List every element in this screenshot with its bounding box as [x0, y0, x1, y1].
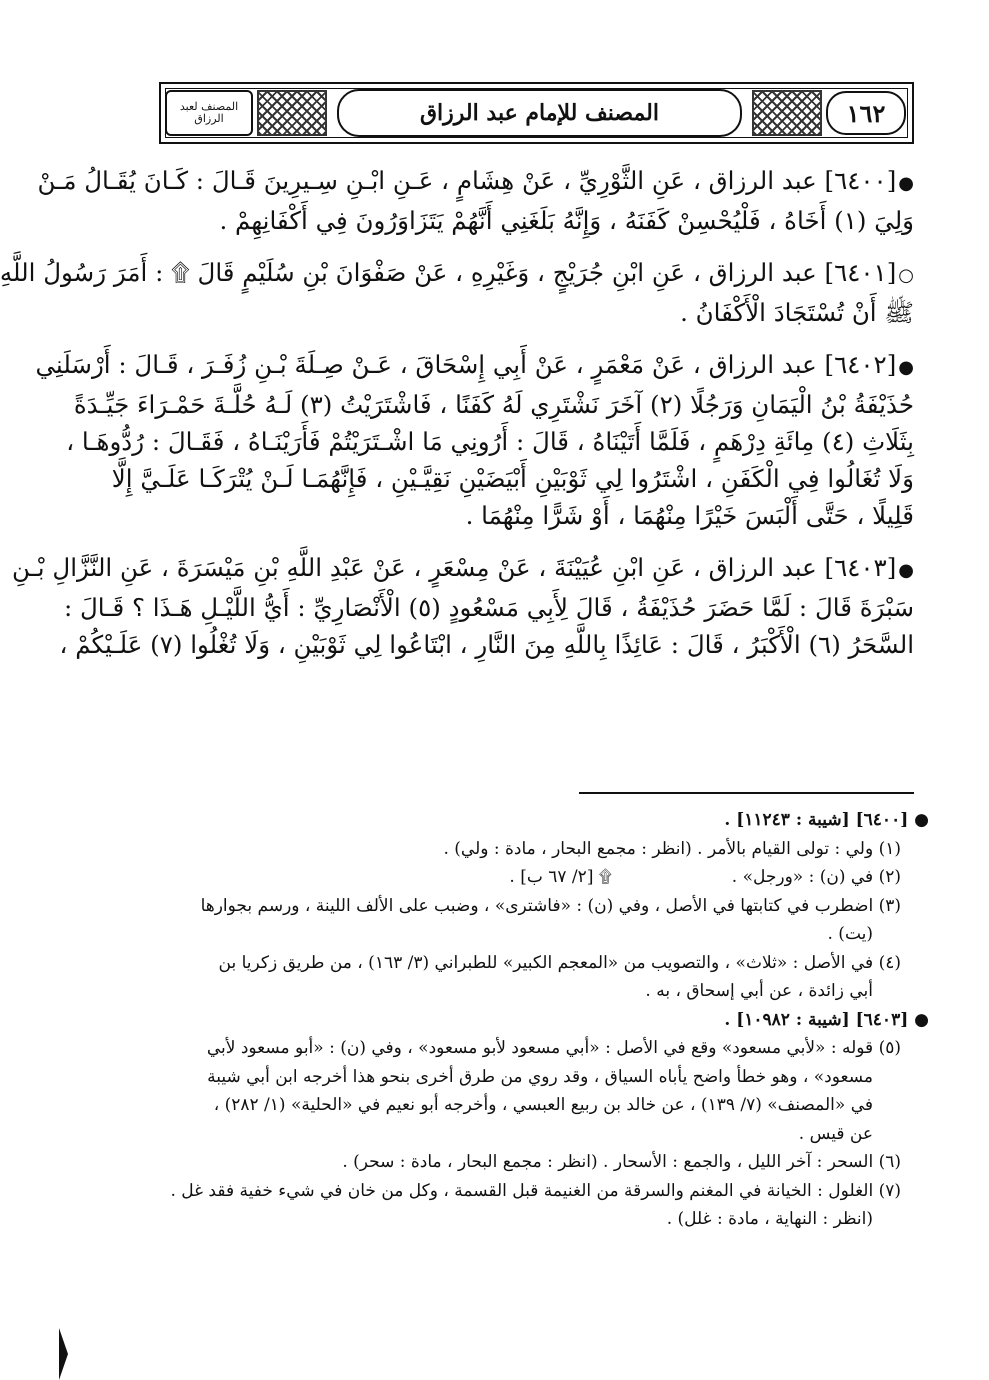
footnote-separator [579, 792, 914, 794]
bullet-filled: ● [898, 173, 914, 194]
text-line: ○[٦٤٠١] عبد الرزاق ، عَنِ ابْنِ جُرَيْجٍ ، وَغَيْرِهِ ، عَنْ صَفْوَانَ بْنِ سُلَيْمٍ قَالَ ۩ : أَمَرَ رَسُولُ اللَّهِ [0, 258, 914, 287]
footnote-7-cont: (انظر : النهاية ، مادة : غلل) . [666, 1209, 873, 1229]
text-line: وَلِيَ (١) أَخَاهُ ، فَلْيُحْسِنْ كَفَنَهُ ، وَإِنَّهُ بَلَغَنِي أَنَّهُمْ يَتَزَاوَرُونَ فِي أَكْفَانِهِمْ . [219, 206, 914, 235]
footnote-4-cont: أبي زائدة ، عن أبي إسحاق ، به . [645, 981, 873, 1001]
title-cartouche [337, 89, 742, 137]
text-line: حُذَيْفَةُ بْنُ الْيَمَانِ وَرَجُلًا (٢) آخَرَ نَشْتَرِي لَهُ كَفَنًا ، فَاشْتَرَيْتُ (٣) لَـهُ حُلَّـةَ حَمْـرَاءَ جَيِّـدَةً [73, 390, 914, 419]
footnote-6: (٦) السحر : آخر الليل ، والجمع : الأسحار . (انظر : مجمع البحار ، مادة : سحر) . [342, 1152, 901, 1172]
text-line: قَلِيلًا ، حَتَّى أَلْبَسَ خَيْرًا مِنْهُمَا ، أَوْ شَرًّا مِنْهُمَا . [465, 501, 914, 530]
ornament-right [752, 90, 822, 136]
book-title: المصنف للإمام عبد الرزاق [419, 100, 659, 126]
page-number: ١٦٢ [826, 91, 906, 135]
footnote-2: (٢) في (ن) : «ورجل» . [731, 867, 901, 887]
hadith-6402 [35, 346, 914, 534]
footnote-7: (٧) الغلول : الخيانة في المغنم والسرقة من الغنيمة قبل القسمة ، وكل من خان في شيء خفية فقد غل . [170, 1180, 901, 1201]
source-ref-6400: ● [٦٤٠٠] [شيبة : ١١٢٤٣] . [724, 810, 929, 830]
text-line: ●[٦٤٠٢] عبد الرزاق ، عَنْ مَعْمَرٍ ، عَنْ أَبِي إِسْحَاقَ ، عَـنْ صِـلَةَ بْـنِ زُفَـرَ ، قَـالَ : أَرْسَلَنِي [35, 350, 914, 379]
footnote-5-cont: مسعود» ، وهو خطأ واضح يأباه السياق ، وقد روي من طرق أخرى بنحو هذا أخرجه ابن أبي شيبة [207, 1066, 873, 1087]
footnote-5: (٥) قوله : «لأبي مسعود» وقع في الأصل : «أبي مسعود لأبو مسعود» ، وفي (ن) : «أبو مسعود لأبي [206, 1038, 901, 1058]
text-line: ﷺ أَنْ تُسْتَجَادَ الْأَكْفَانُ . [680, 298, 914, 327]
text-line: وَلَا تُغَالُوا فِي الْكَفَنِ ، اشْتَرُوا لِي ثَوْبَيْنِ أَبْيَضَيْنِ نَقِيَّـيْنِ ، فَإِنَّهُمَـا لَـنْ يُتْرَكَـا عَلَـيَّ إِلَّا [111, 464, 914, 493]
seal-text: المصنف لعبد الرزاق [179, 100, 239, 125]
text-line: ●[٦٤٠٠] عبد الرزاق ، عَنِ الثَّوْرِيِّ ، عَنْ هِشَامٍ ، عَـنِ ابْـنِ سِـيرِينَ قَـالَ : كَـانَ يُقَـالُ مَـنْ [37, 166, 914, 195]
text-line: بِثَلَاثِ (٤) مِائَةِ دِرْهَمٍ ، فَلَمَّا أَتَيْنَاهُ ، قَالَ : أَرُونِي مَا اشْـتَرَيْتُمْ فَأَرَيْنَـاهُ ، فَقَـالَ : رُدُّوهَـا ، [66, 427, 914, 456]
hadith-6400 [37, 162, 914, 239]
folio-ref: ۩ [٢/ ٦٧ ب] . [509, 867, 612, 887]
text-line: ●[٦٤٠٣] عبد الرزاق ، عَنِ ابْنِ عُيَيْنَةَ ، عَنْ مِسْعَرٍ ، عَنْ عَبْدِ اللَّهِ بْنِ مَيْسَرَةَ ، عَنِ النَّزَّالِ بْـنِ [11, 553, 914, 582]
footnote-3: (٣) اضطرب في كتابتها في الأصل ، وفي (ن) : «فاشترى» ، وضبب على الألف اللينة ، ورسم بجوارها [200, 895, 901, 916]
book-seal-logo [165, 90, 253, 136]
text-line: سَبْرَةَ قَالَ : لَمَّا حَضَرَ حُذَيْفَةُ ، قَالَ لِأَبِي مَسْعُودٍ (٥) الْأَنْصَارِيِّ : أَيُّ اللَّيْـلِ هَـذَا ؟ قَـالَ : [63, 593, 914, 622]
bullet-hollow: ○ [898, 265, 914, 286]
page-edge-mark [59, 1328, 68, 1380]
hadith-6403 [11, 549, 914, 663]
footnotes [159, 806, 929, 1234]
page-header [159, 82, 914, 144]
main-text [0, 162, 914, 678]
footnote-5-cont: في «المصنف» (٧/ ١٣٩) ، عن خالد بن ربيع العبسي ، وأخرجه أبو نعيم في «الحلية» (١/ ٢٨٢) ، [213, 1095, 873, 1115]
footnote-4: (٤) في الأصل : «ثلاث» ، والتصويب من «المعجم الكبير» للطبراني (٣/ ١٦٣) ، من طريق زكريا بن [218, 952, 901, 973]
footnote-1: (١) ولي : تولى القيام بالأمر . (انظر : مجمع البحار ، مادة : ولي) . [443, 838, 901, 859]
source-ref-6403: ● [٦٤٠٣] [شيبة : ١٠٩٨٢] . [724, 1009, 929, 1030]
ornament-left [257, 90, 327, 136]
text-line: السَّحَرُ (٦) الْأَكْبَرُ ، قَالَ : عَائِذًا بِاللَّهِ مِنَ النَّارِ ، ابْتَاعُوا لِي ثَوْبَيْنِ ، وَلَا تُغْلُوا (٧) عَلَـيْكُمْ ، [59, 630, 914, 659]
bullet-filled: ● [898, 357, 914, 378]
hadith-6401 [0, 254, 914, 331]
footnote-5-cont: عن قيس . [798, 1123, 873, 1144]
footnote-row [159, 863, 929, 892]
footnote-3-cont: (يت) . [827, 924, 873, 944]
bullet-filled: ● [898, 560, 914, 581]
